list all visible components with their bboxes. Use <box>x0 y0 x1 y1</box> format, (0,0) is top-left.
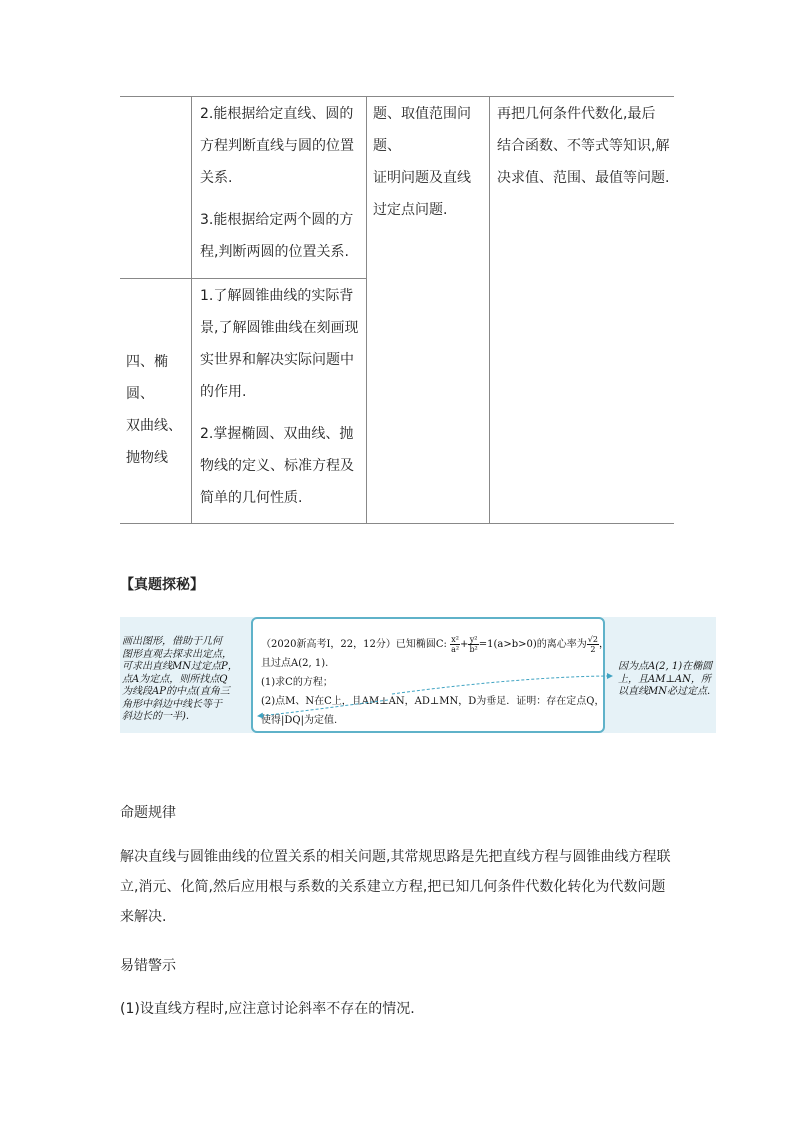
requirement-item: 2.掌握椭圆、双曲线、抛物线的定义、标准方程及简单的几何性质. <box>200 426 354 506</box>
warning-title: 易错警示 <box>120 958 176 974</box>
note-line: 角形中斜边中线长等于 <box>122 698 222 710</box>
text-line: 立,消元、化简,然后应用根与系数的关系建立方程,把已知几何条件代数化转化为代数问题 <box>120 879 666 895</box>
fraction-sqrt2-over-2: $\frac{√2}{2}$ <box>587 635 598 654</box>
note-line: 图形直观去探求出定点， <box>122 648 232 660</box>
problem-line-5: 使得|DQ|为定值. <box>261 715 338 726</box>
note-line: 斜边长的一半). <box>122 711 190 722</box>
dashed-arrow-to-left-note <box>258 700 388 716</box>
text-line: 决求值、范围、最值等问题. <box>497 170 670 186</box>
requirement-item: 2.能根据给定直线、圆的方程判断直线与圆的位置关系. <box>200 106 354 186</box>
note-line: 画出图形，借助于几何 <box>122 636 222 647</box>
dashed-arrow-to-right-note <box>392 676 612 694</box>
problem-line-4: (2)点M、N在C上，且AM⊥AN，AD⊥MN，D为垂足．证明：存在定点Q， <box>261 696 605 707</box>
text-line: 题、取值范围问题、 <box>373 106 471 154</box>
problem-line-1: （2020新高考Ⅰ，22，12分）已知椭圆C: $\frac{\text{x²}}{\text{a²}}$ + $\frac{\text{y²}}{\text{b²}}$ =1(a>b>0)的离心率为 $\frac{√2}{2}$ ， <box>261 635 609 654</box>
note-line: 为线段AP的中点(直角三 <box>122 686 230 697</box>
text-line: 结合函数、不等式等知识,解 <box>497 138 670 154</box>
text-line: 再把几何条件代数化,最后 <box>497 106 656 122</box>
text-line: 来解决. <box>120 909 167 925</box>
text-line: 证明问题及直线 <box>373 170 471 186</box>
note-line: 点A为定点，则所找点Q <box>122 673 228 685</box>
rule-title: 命题规律 <box>120 805 176 821</box>
note-line: 可求出直线MN过定点P， <box>122 661 238 672</box>
text-line: 抛物线 <box>126 450 168 466</box>
note-line: 因为点A(2, 1)在椭圆 <box>618 661 713 672</box>
problem-line-2: 且过点A(2, 1). <box>261 658 329 669</box>
note-line: 上，且AM⊥AN，所 <box>618 673 711 685</box>
text-line: 四、椭圆、 <box>126 354 168 402</box>
rule-paragraph <box>120 842 680 932</box>
warning-item-1: (1)设直线方程时,应注意讨论斜率不存在的情况. <box>120 1001 415 1017</box>
problem-line-3: (1)求C的方程； <box>261 677 333 688</box>
note-line: 以直线MN必过定点. <box>618 686 711 697</box>
fraction-x2-a2: $\frac{\text{x²}}{\text{a²}}$ <box>451 635 460 654</box>
text-line: 解决直线与圆锥曲线的位置关系的相关问题,其常规思路是先把直线方程与圆锥曲线方程联 <box>120 849 671 865</box>
requirement-item: 3.能根据给定两个圆的方程,判断两圆的位置关系. <box>200 212 354 260</box>
fraction-y2-b2: $\frac{\text{y²}}{\text{b²}}$ <box>469 635 478 654</box>
text-line: 双曲线、 <box>126 418 182 434</box>
requirement-item: 1.了解圆锥曲线的实际背景,了解圆锥曲线在刻画现实世界和解决实际问题中的作用. <box>200 288 359 400</box>
text-line: 过定点问题. <box>373 202 448 218</box>
section-title-exam-exploration: 【真题探秘】 <box>120 577 204 593</box>
